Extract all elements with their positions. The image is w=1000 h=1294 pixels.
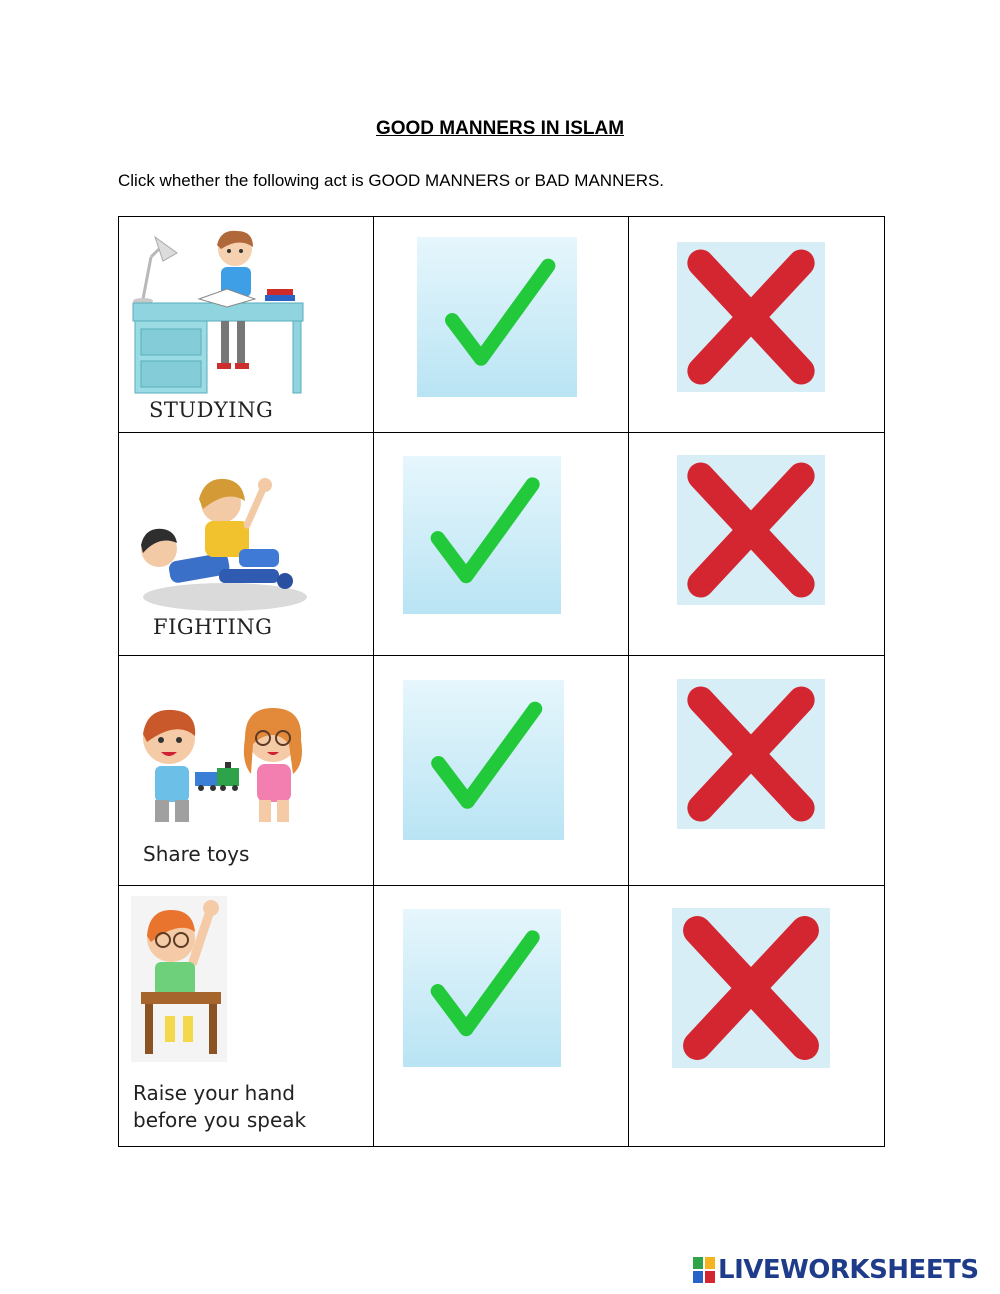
good-cell	[374, 217, 629, 433]
good-cell	[374, 433, 629, 656]
act-cell	[119, 217, 374, 433]
bad-manners-button[interactable]	[672, 908, 830, 1068]
manners-table	[118, 216, 885, 1147]
cross-mark-icon	[677, 679, 825, 829]
check-mark-icon	[417, 237, 577, 397]
cross-mark-icon	[677, 455, 825, 605]
act-label-studying: STUDYING	[149, 398, 274, 422]
good-cell	[374, 886, 629, 1147]
bad-cell	[629, 656, 885, 886]
act-label-raise-hand	[133, 1080, 306, 1134]
fighting-illustration	[129, 463, 309, 621]
raise-hand-illustration	[131, 896, 227, 1062]
bad-cell	[629, 217, 885, 433]
good-manners-button[interactable]	[403, 680, 564, 840]
check-mark-icon	[403, 456, 561, 614]
act-cell	[119, 886, 374, 1147]
page-title: GOOD MANNERS IN ISLAM	[375, 118, 625, 139]
check-mark-icon	[403, 909, 561, 1067]
instruction-text: Click whether the following act is GOOD MANNERS or BAD MANNERS.	[118, 171, 665, 190]
studying-illustration	[129, 227, 307, 402]
brand-name: LIVEWORKSHEETS	[718, 1255, 979, 1285]
good-manners-button[interactable]	[403, 909, 561, 1067]
cross-mark-icon	[677, 242, 825, 392]
good-manners-button[interactable]	[403, 456, 561, 614]
table-row	[119, 433, 885, 656]
check-mark-icon	[403, 680, 564, 840]
act-cell	[119, 433, 374, 656]
table-row	[119, 886, 885, 1147]
liveworksheets-logo	[693, 1253, 979, 1287]
act-label-share-toys: Share toys	[143, 842, 250, 866]
bad-manners-button[interactable]	[677, 242, 825, 392]
bad-cell	[629, 433, 885, 656]
act-label-fighting: FIGHTING	[153, 615, 273, 639]
bad-cell	[629, 886, 885, 1147]
act-label-line: before you speak	[133, 1108, 307, 1132]
cross-mark-icon	[672, 908, 830, 1068]
act-label-line: Raise your hand	[133, 1081, 295, 1105]
liveworksheets-logo-icon	[693, 1257, 715, 1283]
good-cell	[374, 656, 629, 886]
table-row	[119, 656, 885, 886]
good-manners-button[interactable]	[417, 237, 577, 397]
share-toys-illustration	[133, 704, 313, 828]
bad-manners-button[interactable]	[677, 455, 825, 605]
act-cell	[119, 656, 374, 886]
table-row	[119, 217, 885, 433]
bad-manners-button[interactable]	[677, 679, 825, 829]
